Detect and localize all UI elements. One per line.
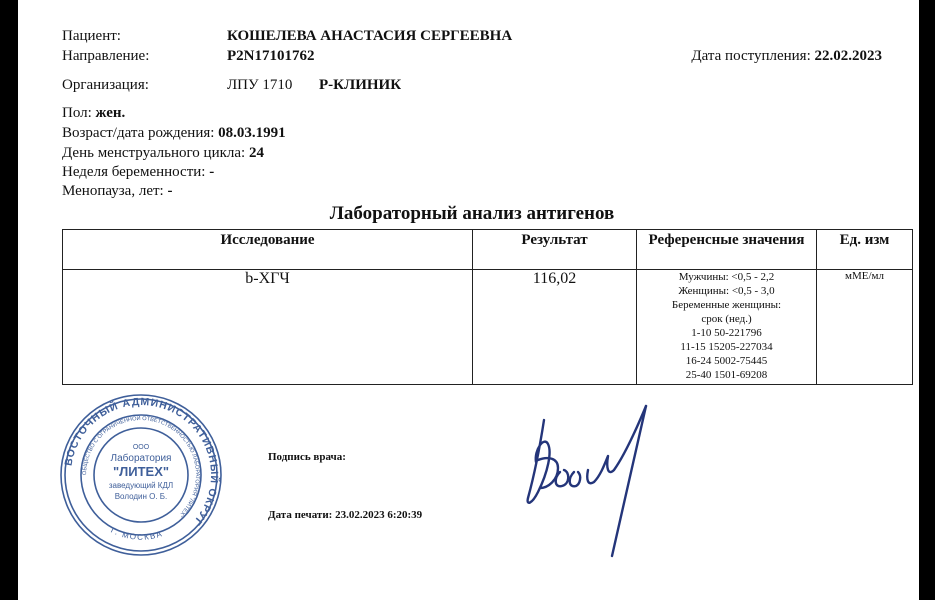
patient-label: Пациент:	[62, 28, 121, 44]
pregnancy-line	[62, 164, 214, 181]
sex-line	[62, 105, 125, 122]
age-label: Возраст/дата рождения:	[62, 125, 215, 141]
stamp-outer-text: ВОСТОЧНЫЙ АДМИНИСТРАТИВНЫЙ ОКРУГ	[62, 395, 221, 529]
table-row	[63, 270, 913, 385]
results-table	[62, 229, 913, 385]
sex-value: жен.	[95, 105, 126, 121]
report-title: Лабораторный анализ антигенов	[329, 203, 615, 224]
patient-name: КОШЕЛЕВА АНАСТАСИЯ СЕРГЕЕВНА	[227, 28, 513, 44]
reference-line: 16-24 5002-75445	[685, 355, 768, 367]
reference-line: 11-15 15205-227034	[680, 341, 773, 353]
doctor-signature	[508, 396, 658, 564]
reference-line: 1-10 50-221796	[691, 327, 762, 339]
receipt-date-value: 22.02.2023	[814, 48, 882, 64]
receipt-date	[691, 48, 882, 65]
age-value: 08.03.1991	[218, 125, 286, 141]
unit-value: мМЕ/мл	[817, 270, 913, 385]
stamp-line4: заведующий КДЛ	[108, 481, 174, 490]
doctor-signature-label: Подпись врача:	[268, 451, 346, 463]
stamp-line1: ООО	[132, 444, 150, 451]
header-reference: Референсные значения	[637, 230, 817, 270]
header-study: Исследование	[63, 230, 473, 270]
stamp-line3: "ЛИТЕХ"	[112, 464, 170, 479]
reference-line: Беременные женщины:	[671, 299, 782, 311]
result-value: 116,02	[473, 270, 637, 385]
table-header-row	[63, 230, 913, 270]
print-date-label: Дата печати:	[268, 509, 333, 521]
reference-line: Женщины: <0,5 - 3,0	[678, 285, 775, 297]
cycle-label: День менструального цикла:	[62, 145, 246, 161]
referral-number: P2N17101762	[227, 48, 315, 64]
pregnancy-label: Неделя беременности:	[62, 164, 206, 180]
organization-label: Организация:	[62, 77, 149, 93]
sex-label: Пол:	[62, 105, 92, 121]
header-unit: Ед. изм	[817, 230, 913, 270]
age-line	[62, 125, 286, 142]
referral-label: Направление:	[62, 48, 150, 64]
stamp-ring-text: ОБЩЕСТВО С ОГРАНИЧЕННОЙ ОТВЕТСТВЕННОСТЬЮ ЛАБОРАТОРИЯ "ЛИТЕХ"	[81, 415, 201, 518]
laboratory-stamp	[58, 392, 224, 558]
print-date-value: 23.02.2023 6:20:39	[335, 509, 423, 521]
stamp-line5: Володин О. Б.	[114, 492, 168, 501]
receipt-date-label: Дата поступления:	[691, 48, 811, 64]
pregnancy-value: -	[209, 164, 215, 180]
cycle-value: 24	[248, 145, 264, 161]
lab-report-page	[18, 0, 919, 600]
reference-line: Мужчины: <0,5 - 2,2	[678, 271, 775, 283]
organization-code: ЛПУ 1710	[227, 77, 293, 93]
menopause-label: Менопауза, лет:	[62, 183, 164, 199]
cycle-line	[62, 145, 264, 162]
menopause-line	[62, 183, 172, 200]
reference-line: 25-40 1501-69208	[685, 369, 768, 381]
reference-line: срок (нед.)	[701, 313, 752, 325]
reference-values	[637, 270, 817, 385]
menopause-value: -	[167, 183, 173, 199]
header-result: Результат	[473, 230, 637, 270]
print-date	[268, 509, 422, 521]
organization-name: Р-КЛИНИК	[319, 77, 402, 93]
stamp-bottom-text: Г. МОСКВА	[109, 525, 165, 542]
study-name: b-ХГЧ	[63, 270, 473, 385]
stamp-line2: Лаборатория	[110, 453, 172, 464]
